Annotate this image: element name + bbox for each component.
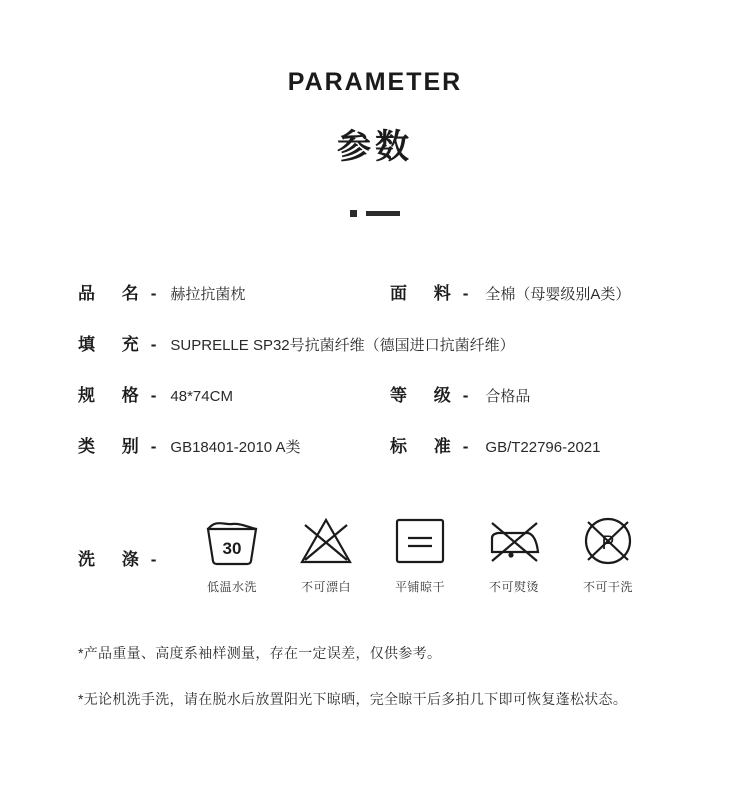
parameter-page <box>0 68 750 801</box>
wash-label: 洗 涤 <box>78 550 150 569</box>
table-row <box>78 330 672 355</box>
spec-cell-right <box>390 381 530 406</box>
spec-label: 标 准 <box>390 437 462 456</box>
wash-tub-30-icon <box>202 511 262 571</box>
spec-value: 48*74CM <box>170 388 233 405</box>
wash-icon-caption: 平铺晾干 <box>394 580 445 594</box>
table-row <box>78 432 672 457</box>
spec-cell-right <box>390 279 630 304</box>
spec-dash: - <box>150 437 157 456</box>
footnotes <box>0 643 750 709</box>
do-not-dryclean-icon <box>578 511 638 571</box>
wash-icon-caption: 低温水洗 <box>206 580 257 594</box>
spec-label: 等 级 <box>390 386 462 405</box>
table-row <box>78 279 672 304</box>
spec-dash: - <box>462 284 469 303</box>
wash-icon-caption: 不可漂白 <box>300 580 351 594</box>
spec-label: 面 料 <box>390 284 462 303</box>
spec-label: 填 充 <box>78 335 150 354</box>
spec-value: GB/T22796-2021 <box>485 439 601 456</box>
svg-text:30: 30 <box>222 539 242 558</box>
spec-value: 赫拉抗菌枕 <box>170 286 246 303</box>
spec-label: 规 格 <box>78 386 150 405</box>
spec-value: GB18401-2010 A类 <box>170 439 301 456</box>
do-not-iron-icon <box>484 511 544 571</box>
wash-icon-caption: 不可干洗 <box>582 580 633 594</box>
spec-cell-left <box>78 381 390 406</box>
wash-icon-item <box>480 511 548 595</box>
spec-dash: - <box>462 386 469 405</box>
spec-label: 品 名 <box>78 284 150 303</box>
wash-icon-list <box>198 511 642 595</box>
spec-dash: - <box>150 335 157 354</box>
spec-dash: - <box>150 386 157 405</box>
divider <box>0 210 750 217</box>
svg-text:P: P <box>601 533 615 554</box>
spec-cell-left <box>78 432 390 457</box>
page-title-en: PARAMETER <box>287 68 463 96</box>
do-not-bleach-icon <box>296 511 356 571</box>
spec-dash: - <box>462 437 469 456</box>
divider-dot <box>350 210 357 217</box>
wash-icon-item <box>386 511 454 595</box>
divider-bar <box>366 211 400 216</box>
spec-cell-right <box>390 432 600 457</box>
wash-care-section <box>0 511 750 595</box>
wash-dash: - <box>150 550 157 569</box>
spec-value: 合格品 <box>485 388 531 405</box>
dry-flat-icon <box>390 511 450 571</box>
spec-dash: - <box>150 284 157 303</box>
wash-icon-item <box>574 511 642 595</box>
wash-icon-item <box>198 511 266 595</box>
spec-cell-left <box>78 279 390 304</box>
page-title-cn: 参数 <box>337 128 413 166</box>
spec-label: 类 别 <box>78 437 150 456</box>
wash-icon-caption: 不可熨烫 <box>488 580 539 594</box>
wash-icon-item <box>292 511 360 595</box>
spec-value: 全棉（母婴级别A类） <box>485 286 631 303</box>
spec-table <box>0 279 750 457</box>
footnote: *无论机洗手洗，请在脱水后放置阳光下晾晒，完全晾干后多拍几下即可恢复蓬松状态。 <box>78 691 628 707</box>
footnote: *产品重量、高度系袖样测量，存在一定误差，仅供参考。 <box>78 645 442 661</box>
wash-label-group <box>78 511 196 570</box>
table-row <box>78 381 672 406</box>
spec-value: SUPRELLE SP32号抗菌纤维（德国进口抗菌纤维） <box>170 337 515 354</box>
